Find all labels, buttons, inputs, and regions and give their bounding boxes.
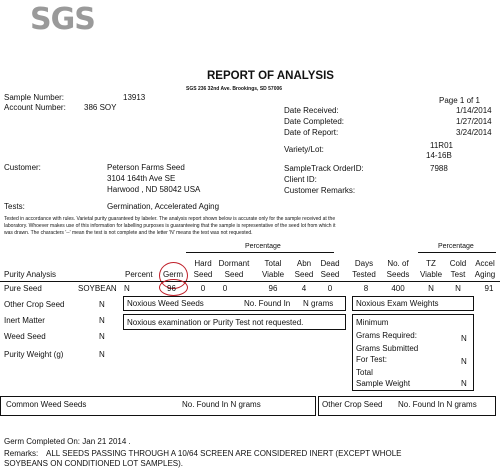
exam-grams-required-label: Grams Required: — [356, 331, 417, 340]
sampletrack-label: SampleTrack OrderID: — [284, 164, 364, 173]
cold-header-1: Cold — [449, 259, 467, 268]
noxious-weed-seeds-label: Noxious Weed Seeds — [127, 299, 204, 308]
pure-seed-cold: N — [455, 284, 461, 293]
pure-seed-dead: 0 — [327, 284, 333, 293]
cold-header-2: Test — [450, 270, 466, 279]
pure-seed-dormant: 0 — [222, 284, 228, 293]
sample-number-label: Sample Number: — [4, 93, 65, 102]
pure-seed-abn: 4 — [301, 284, 307, 293]
exam-for-test-value: N — [461, 357, 467, 366]
date-completed-label: Date Completed: — [284, 117, 345, 126]
pure-seed-days: 8 — [363, 284, 369, 293]
header-rule — [0, 281, 500, 282]
other-crop-label: Other Crop Seed — [4, 300, 65, 309]
inert-matter-value: N — [99, 316, 105, 325]
exam-total-label: Total — [356, 368, 373, 377]
pure-seed-seeds: 400 — [391, 284, 405, 293]
total-header-1: Total — [264, 259, 282, 268]
inert-matter-label: Inert Matter — [4, 316, 45, 325]
dormant-header-1: Dormant — [218, 259, 250, 268]
pure-seed-accel: 91 — [484, 284, 494, 293]
accel-header-1: Accel — [475, 259, 495, 268]
pure-seed-crop: SOYBEAN — [78, 284, 117, 293]
germ-value-highlight-circle — [159, 279, 188, 296]
sample-number-value: 13913 — [123, 93, 146, 102]
percentage-underline — [186, 252, 334, 253]
percentage-header: Percentage — [245, 243, 281, 250]
customer-remarks-label: Customer Remarks: — [284, 186, 356, 195]
tz-header-2: Viable — [419, 270, 443, 279]
lab-address: SGS 236 32nd Ave. Brookings, SD 57006 — [186, 86, 283, 92]
percent-header: Percent — [125, 270, 153, 279]
page-number: Page 1 of 1 — [439, 96, 480, 105]
remarks-line-2: SOYBEANS ON CONDITIONED LOT SAMPLES). — [4, 459, 183, 468]
exam-grams-required-value: N — [461, 334, 467, 343]
dead-header-2: Seed — [320, 270, 340, 279]
dormant-header-2: Seed — [224, 270, 244, 279]
exam-grams-submitted-label: Grams Submitted — [356, 344, 419, 353]
customer-street: 3104 164th Ave SE — [107, 174, 176, 183]
pure-seed-tz: N — [428, 284, 434, 293]
exam-minimum-label: Minimum — [356, 318, 389, 327]
exam-weights-title: Noxious Exam Weights — [356, 299, 439, 308]
tz-header-1: TZ — [426, 259, 436, 268]
weed-seed-value: N — [99, 332, 105, 341]
hard-header-1: Hard — [194, 259, 212, 268]
common-weed-seeds-label: Common Weed Seeds — [6, 400, 87, 409]
disclaimer-line-2: laboratory. Whoever makes use of this information for labelling purposes is guaranteeing that the sample is representative of the seed lot from which it — [4, 223, 336, 229]
disclaimer-line-1: Tested in accordance with rules. Varietal purity guaranteed by labeler. The analysis report shown below is accurate only for the sample received at the — [4, 216, 336, 222]
account-number-label: Account Number: — [4, 103, 66, 112]
variety-lot-value-2: 14-16B — [426, 151, 452, 160]
variety-lot-label: Variety/Lot: — [284, 145, 324, 154]
percentage-header-2: Percentage — [438, 243, 474, 250]
noxious-exam-note: Noxious examination or Purity Test not requested. — [127, 318, 304, 327]
germ-header: Germ — [163, 270, 183, 279]
exam-sample-weight-label: Sample Weight — [356, 379, 411, 388]
tests-label: Tests: — [4, 202, 25, 211]
exam-sample-weight-value: N — [461, 379, 467, 388]
noof-header-1: No. of — [387, 259, 409, 268]
noof-header-2: Seeds — [386, 270, 410, 279]
dead-header-1: Dead — [320, 259, 340, 268]
date-report-value: 3/24/2014 — [456, 128, 492, 137]
other-crop-value: N — [99, 300, 105, 309]
customer-city: Harwood , ND 58042 USA — [107, 185, 201, 194]
purity-analysis-header: Purity Analysis — [4, 270, 57, 279]
noxious-n-grams: N grams — [303, 299, 334, 308]
pure-seed-germ: 96 — [167, 284, 176, 293]
sgs-logo: SGS — [30, 2, 95, 37]
other-crop-seed-label: Other Crop Seed — [322, 400, 383, 409]
noxious-found-in: No. Found In — [244, 299, 291, 308]
pure-seed-total: 96 — [268, 284, 278, 293]
customer-label: Customer: — [4, 163, 41, 172]
accel-header-2: Aging — [474, 270, 496, 279]
tests-value: Germination, Accelerated Aging — [107, 202, 220, 211]
remarks-label: Remarks: — [4, 449, 39, 458]
hard-header-2: Seed — [193, 270, 213, 279]
disclaimer-line-3: was drawn. The characters '--' mean the test is not complete and the letter 'N' means the test was not requested. — [4, 230, 253, 236]
abn-header-2: Seed — [294, 270, 314, 279]
variety-lot-value-1: 11R01 — [430, 141, 453, 150]
days-header-2: Tested — [352, 270, 376, 279]
report-title: REPORT OF ANALYSIS — [207, 70, 334, 82]
account-number-value: 386 SOY — [84, 103, 117, 112]
date-completed-value: 1/27/2014 — [456, 117, 492, 126]
pure-seed-label: Pure Seed — [4, 284, 42, 293]
purity-weight-label: Purity Weight (g) — [4, 350, 64, 359]
date-received-value: 1/14/2014 — [456, 106, 492, 115]
abn-header-1: Abn — [296, 259, 312, 268]
date-report-label: Date of Report: — [284, 128, 339, 137]
sampletrack-value: 7988 — [430, 164, 448, 173]
total-header-2: Viable — [261, 270, 285, 279]
pure-seed-hard: 0 — [200, 284, 206, 293]
purity-weight-value: N — [99, 350, 105, 359]
exam-for-test-label: For Test: — [356, 355, 387, 364]
germ-completed: Germ Completed On: Jan 21 2014 . — [4, 437, 131, 446]
pure-seed-percent: N — [124, 284, 130, 293]
customer-name: Peterson Farms Seed — [107, 163, 185, 172]
weed-seed-label: Weed Seed — [4, 332, 46, 341]
percentage-underline-2 — [418, 252, 496, 253]
common-weed-seeds-found: No. Found In N grams — [182, 400, 261, 409]
date-received-label: Date Received: — [284, 106, 339, 115]
other-crop-seed-found: No. Found In N grams — [398, 400, 477, 409]
days-header-1: Days — [354, 259, 374, 268]
remarks-line-1: ALL SEEDS PASSING THROUGH A 10/64 SCREEN ARE CONSIDERED INERT (EXCEPT WHOLE — [46, 449, 402, 458]
client-id-label: Client ID: — [284, 175, 317, 184]
